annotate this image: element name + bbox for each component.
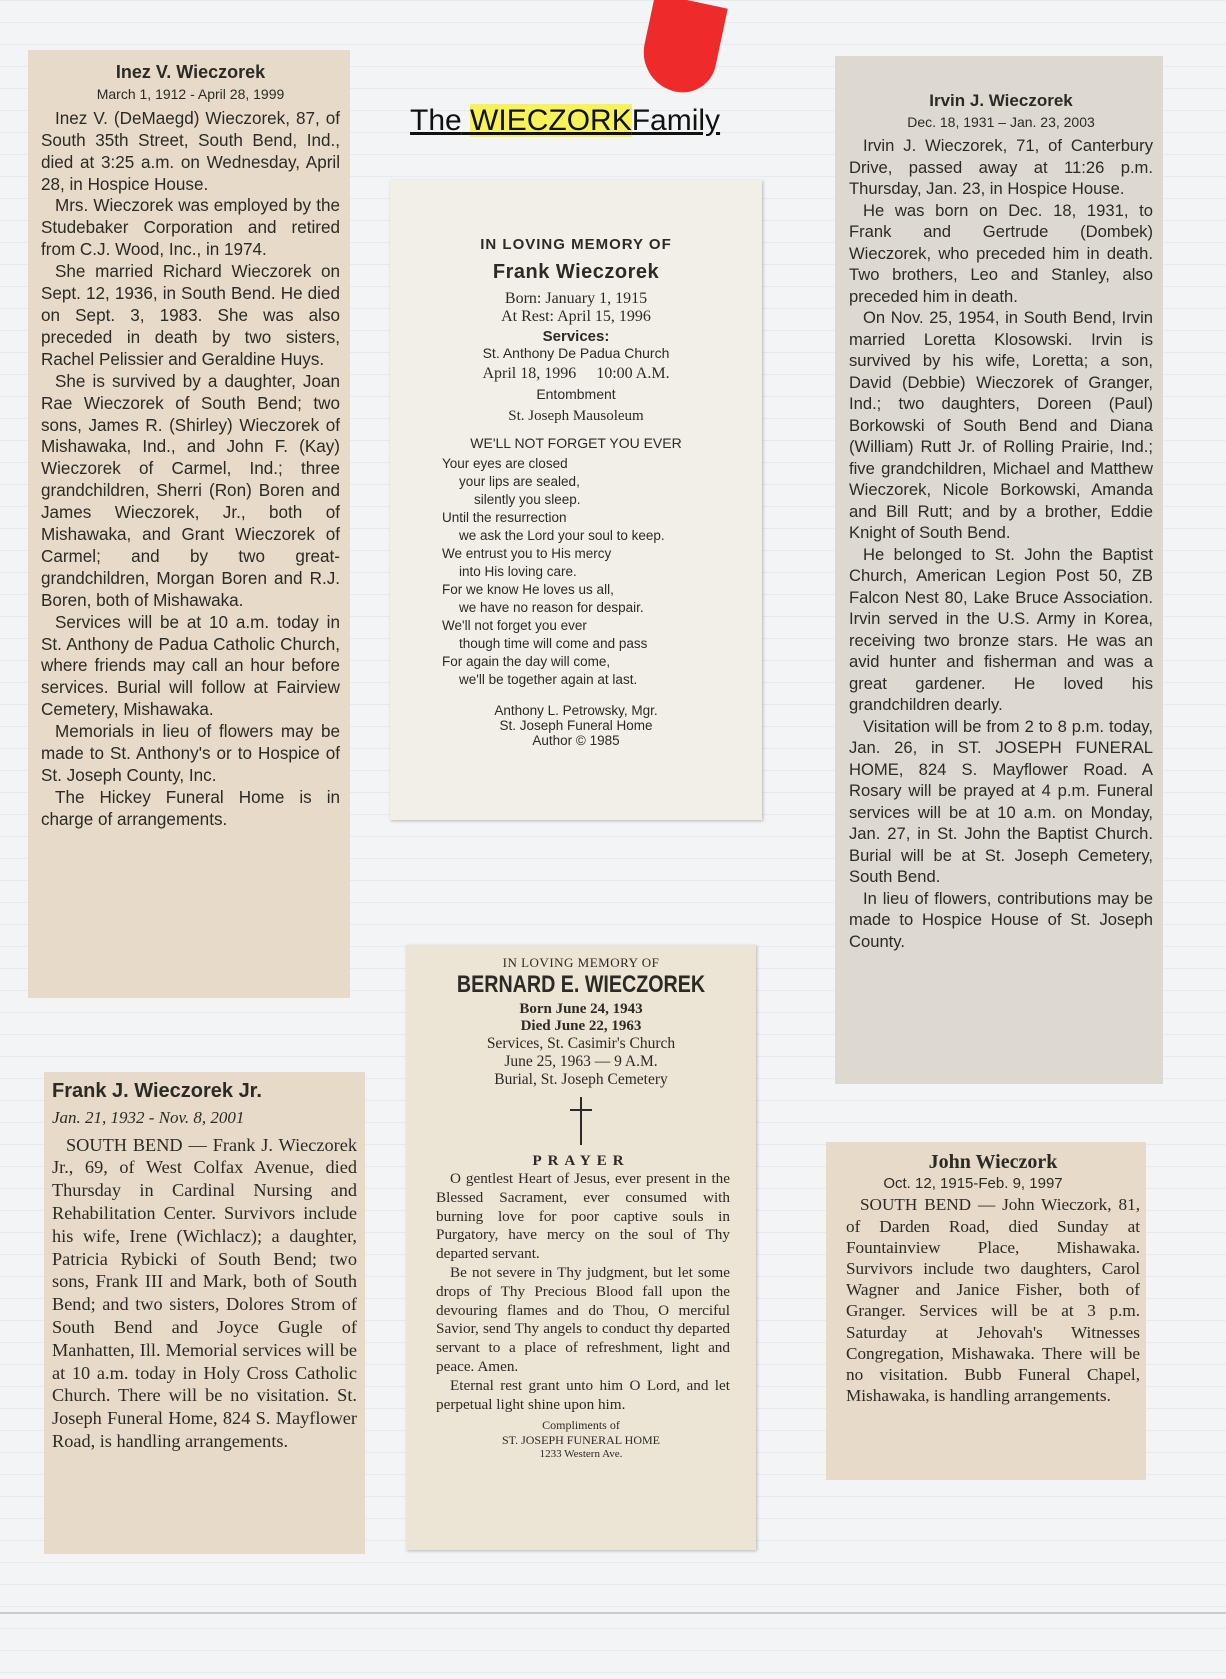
title-highlight: WIECZORK [470, 104, 632, 137]
poem-line: your lips are sealed, [459, 474, 580, 489]
bernard-address: 1233 Western Ave. [539, 1448, 623, 1461]
frank-service-date: April 18, 1996 [482, 365, 577, 382]
bernard-memorial-card [406, 945, 756, 1550]
bernard-name: BERNARD E. WIECZOREK [456, 971, 706, 998]
bernard-service-date: June 25, 1963 — 9 A.M. [504, 1053, 658, 1070]
frank-heading: IN LOVING MEMORY OF [480, 236, 672, 253]
inez-paragraph: She is survived by a daughter, Joan Rae Wieczorek of South Bend; two sons, James R. (Shirley) Wieczorek of Mishawaka, Ind., and John F. (Kay) Wieczorek of Carmel, Ind.; three grandchildren, Sherri (Ron) Boren and James Wieczorek, Jr., both of Mishawaka, and Grant Wieczorek of Carmel; and by two great-grandchildren, Morgan Boren and R.J. Boren, both of Mishawaka. [41, 371, 340, 610]
frank-service-time: 10:00 A.M. [596, 365, 670, 382]
bernard-heading: IN LOVING MEMORY OF [502, 955, 660, 970]
inez-obituary [28, 50, 350, 998]
john-dates: Oct. 12, 1915-Feb. 9, 1997 [883, 1175, 1063, 1193]
poem-line: We'll not forget you ever [442, 618, 587, 633]
frank-born: Born: January 1, 1915 [504, 290, 648, 307]
frank-church: St. Anthony De Padua Church [482, 345, 670, 361]
inez-paragraph: Services will be at 10 a.m. today in St. Anthony de Padua Catholic Church, where friends may call an hour before services. Burial will follow at Fairview Cemetery, Mishawaka. [41, 612, 340, 720]
frank-credit-author: Author © 1985 [532, 733, 620, 748]
poem-line: we ask the Lord your soul to keep. [459, 528, 665, 543]
frank-jr-obituary [44, 1072, 365, 1554]
frank-credit-home: St. Joseph Funeral Home [499, 718, 653, 733]
frank-poem [406, 455, 746, 689]
irvin-paragraph: He was born on Dec. 18, 1931, to Frank and Gertrude (Dombek) Wieczorek, who preceded him in death. Two brothers, Leo and Stanley, also preceded him in death. [849, 200, 1153, 306]
frank-jr-text: SOUTH BEND — Frank J. Wieczorek Jr., 69, of West Colfax Avenue, died Thursday in Cardinal Nursing and Rehabilitation Center. Survivors include his wife, Irene (Wichlacz); a daughter, Patricia Rybicki of South Bend; two sons, Frank III and Mark, both of South Bend; and two sisters, Dolores Strom of South Bend and Joyce Gugle of Manhatten, Ill. Memorial services will be at 10 a.m. today in Holy Cross Catholic Church. There will be no visitation. St. Joseph Funeral Home, 824 S. Mayflower Road, is handling arrangements. [52, 1134, 357, 1451]
inez-paragraph: Inez V. (DeMaegd) Wieczorek, 87, of South 35th Street, South Bend, Ind., died at 3:25 a.m. on Wednesday, April 28, in Hospice House. [41, 108, 340, 194]
bernard-born: Born June 24, 1943 [519, 1001, 643, 1017]
irvin-paragraph: On Nov. 25, 1954, in South Bend, Irvin married Loretta Klosowski. Irvin is survived by his wife, Loretta; a son, David (Debbie) Wieczorek of Granger, Ind.; two daughters, Doreen (Paul) Borkowski of South Bend and Diana (William) Rutt Jr. of Rolling Prairie, Ind.; five grandchildren, Michael and Matthew Wieczorek, Nicole Borkowski, Amanda and Bill Rutt; and by a brother, Eddie Knight of South Bend. [849, 308, 1153, 542]
frank-entombment-label: Entombment [536, 386, 616, 402]
bernard-died: Died June 22, 1963 [520, 1018, 642, 1034]
frank-date-time [406, 365, 746, 383]
bernard-funeral-home: ST. JOSEPH FUNERAL HOME [501, 1433, 660, 1448]
irvin-paragraph: Visitation will be from 2 to 8 p.m. today, Jan. 26, in ST. JOSEPH FUNERAL HOME, 824 S. Mayflower Road. A Rosary will be prayed at 4 p.m. Funeral services will be at 10 a.m. on Monday, Jan. 27, in St. John the Baptist Church. Burial will be at St. Joseph Cemetery, South Bend. [849, 716, 1153, 886]
bernard-prayer-title: PRAYER [532, 1153, 630, 1169]
john-text: SOUTH BEND — John Wieczork, 81, of Darden Road, died Sunday at Fountainview Place, Mishawaka. Survivors include two daughters, Carol Wagner and Janice Fisher, both of Granger. Services will be at 3 p.m. Saturday at Jehovah's Witnesses Congregation, Mishawaka. There will be no visitation. Bubb Funeral Chapel, Mishawaka, is handling arrangements. [846, 1195, 1140, 1406]
poem-line: into His loving care. [459, 564, 577, 579]
page-title [410, 104, 790, 144]
inez-paragraph: The Hickey Funeral Home is in charge of arrangements. [41, 787, 340, 829]
bernard-prayer-paragraph: Eternal rest grant unto him O Lord, and let perpetual light shine upon him. [436, 1376, 730, 1413]
title-prefix: The [410, 104, 462, 137]
inez-paragraph: Memorials in lieu of flowers may be made to St. Anthony's or to Hospice of St. Joseph County, Inc. [41, 722, 340, 785]
title-suffix: Family [631, 104, 721, 137]
poem-line: For again the day will come, [442, 654, 611, 669]
poem-line: Your eyes are closed [442, 456, 568, 471]
poem-line: For we know He loves us all, [442, 582, 614, 597]
inez-paragraph: Mrs. Wieczorek was employed by the Studebaker Corporation and retired from C.J. Wood, Inc., in 1974. [41, 196, 340, 260]
red-tab-marker [636, 0, 728, 99]
bernard-burial: Burial, St. Joseph Cemetery [494, 1071, 668, 1088]
frank-rest: At Rest: April 15, 1996 [501, 308, 651, 325]
inez-name: Inez V. Wieczorek [115, 62, 266, 82]
inez-paragraph: She married Richard Wieczorek on Sept. 12, 1936, in South Bend. He died on Sept. 3, 1983. She was also preceded in death by two sisters, Rachel Pelissier and Geraldine Huys. [41, 262, 340, 369]
page-bottom-edge [0, 1612, 1226, 1614]
cross-icon [420, 1093, 742, 1151]
john-name: John Wieczork [928, 1151, 1058, 1173]
frank-memorial-card [390, 180, 762, 820]
irvin-paragraph: He belonged to St. John the Baptist Church, American Legion Post 50, ZB Falcon Nest 80, Lake Bruce Association. Irvin served in the U.S. Army in Korea, receiving two bronze stars. He was an avid hunter and fisherman and was a great gardener. He loved his grandchildren dearly. [849, 544, 1153, 714]
inez-dates: March 1, 1912 - April 28, 1999 [96, 85, 285, 102]
frank-poem-title: WE'LL NOT FORGET YOU EVER [470, 435, 682, 451]
poem-line: though time will come and pass [459, 636, 648, 651]
bernard-prayer-paragraph: O gentlest Heart of Jesus, ever present in the Blessed Sacrament, ever consumed with burning love for poor captive souls in Purgatory, have mercy on the soul of Thy departed servant. [436, 1170, 730, 1263]
poem-line: silently you sleep. [474, 492, 581, 507]
irvin-paragraph: In lieu of flowers, contributions may be made to Hospice House of St. Joseph County. [849, 888, 1153, 951]
irvin-obituary [835, 56, 1163, 1084]
irvin-dates: Dec. 18, 1931 – Jan. 23, 2003 [907, 113, 1095, 130]
poem-line: Until the resurrection [442, 510, 567, 525]
poem-line: We entrust you to His mercy [442, 546, 612, 561]
frank-mausoleum: St. Joseph Mausoleum [508, 408, 644, 424]
john-obituary [826, 1142, 1146, 1480]
irvin-name: Irvin J. Wieczorek [929, 91, 1073, 110]
frank-name: Frank Wieczorek [492, 261, 660, 283]
frank-jr-name: Frank J. Wieczorek Jr. [52, 1080, 262, 1102]
bernard-services: Services, St. Casimir's Church [486, 1035, 676, 1052]
irvin-paragraph: Irvin J. Wieczorek, 71, of Canterbury Drive, passed away at 11:26 p.m. Thursday, Jan. 23, in Hospice House. [849, 136, 1153, 198]
frank-jr-dates: Jan. 21, 1932 - Nov. 8, 2001 [52, 1107, 245, 1127]
bernard-compliments: Compliments of [542, 1418, 620, 1433]
frank-services-label: Services: [542, 328, 610, 345]
frank-credit-manager: Anthony L. Petrowsky, Mgr. [494, 703, 658, 718]
poem-line: we have no reason for despair. [459, 600, 644, 615]
bernard-prayer-paragraph: Be not severe in Thy judgment, but let some drops of Thy Precious Blood fall upon the devouring flames and do Thou, O merciful Savior, send Thy angels to conduct thy departed servant to a place of refreshment, light and peace. Amen. [436, 1263, 730, 1375]
poem-line: we'll be together again at last. [459, 672, 638, 687]
